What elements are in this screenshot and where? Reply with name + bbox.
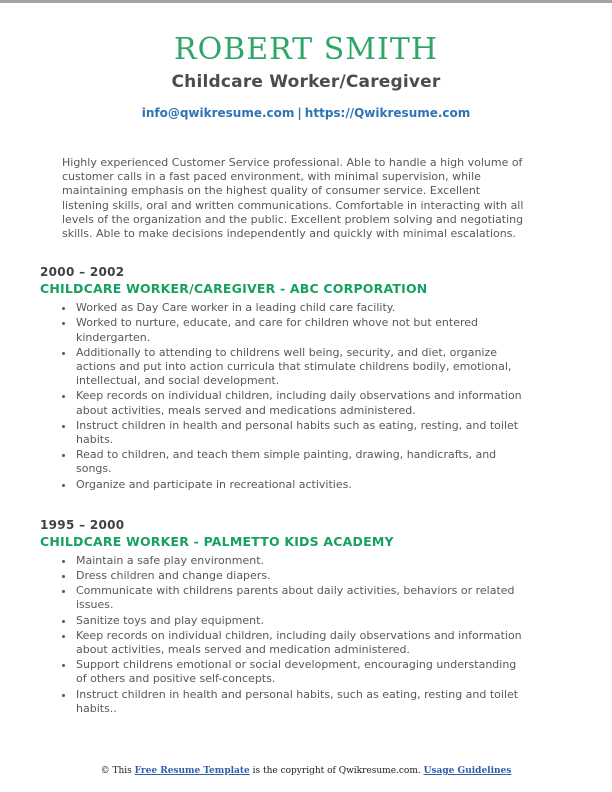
website-link[interactable]: https://Qwikresume.com bbox=[304, 106, 471, 120]
contact-separator: | bbox=[297, 106, 302, 120]
bullet-item: • Keep records on individual children, including daily observations and information about activities, meals served and medications administered. bbox=[74, 389, 522, 417]
experience-2-dates: 1995 – 2000 bbox=[40, 517, 125, 532]
email-link[interactable]: info@qwikresume.com bbox=[141, 106, 295, 120]
bullet-item: • Support childrens emotional or social development, encouraging understanding of others and positive self-concepts. bbox=[74, 658, 522, 686]
experience-2-bullet-list bbox=[40, 554, 522, 716]
bullet-item: • Sanitize toys and play equipment. bbox=[74, 614, 522, 628]
footer-text-middle: is the copyright of Qwikresume.com. bbox=[249, 766, 424, 776]
resume-header bbox=[0, 32, 612, 120]
bullet-item: • Additionally to attending to childrens well being, security, and diet, organize actions and put into action curricula that stimulate childrens bodily, emotional, intellectual, and social development. bbox=[74, 346, 522, 389]
experience-1-heading: CHILDCARE WORKER/CAREGIVER - ABC CORPORATION bbox=[40, 281, 428, 297]
experience-1-bullet-list bbox=[40, 301, 522, 492]
footer-text-prefix: © This bbox=[100, 766, 135, 776]
contact-line bbox=[0, 106, 612, 120]
experience-1-dates: 2000 – 2002 bbox=[40, 265, 125, 280]
bullet-item: • Instruct children in health and personal habits such as eating, resting, and toilet habits. bbox=[74, 419, 522, 447]
usage-guidelines-link[interactable]: Usage Guidelines bbox=[423, 766, 512, 776]
candidate-job-title: Childcare Worker/Caregiver bbox=[171, 72, 441, 92]
bullet-item: • Read to children, and teach them simple painting, drawing, handicrafts, and songs. bbox=[74, 448, 522, 476]
candidate-name: ROBERT SMITH bbox=[173, 32, 439, 67]
bullet-item: • Worked as Day Care worker in a leading child care facility. bbox=[74, 301, 522, 315]
bullet-item: • Instruct children in health and personal habits, such as eating, resting and toilet habits.. bbox=[74, 688, 522, 716]
bullet-item: • Organize and participate in recreational activities. bbox=[74, 478, 522, 492]
experience-section-1 bbox=[40, 265, 612, 492]
bullet-item: • Keep records on individual children, including daily observations and information about activities, meals served and medication administered. bbox=[74, 629, 522, 657]
bullet-item: • Worked to nurture, educate, and care for children whove not but entered kindergarten. bbox=[74, 316, 522, 344]
summary-paragraph: Highly experienced Customer Service professional. Able to handle a high volume of customer calls in a fast paced environment, with minimal supervision, while maintaining emphasis on the highest quality of consumer service. Excellent listening skills, oral and written communications. Comfortable in interacting with all levels of the organization and the public. Excellent problem solving and negotiating skills. Able to make decisions independently and quickly with minimal escalations. bbox=[62, 156, 524, 241]
free-resume-template-link[interactable]: Free Resume Template bbox=[134, 766, 250, 776]
bullet-item: • Maintain a safe play environment. bbox=[74, 554, 522, 568]
experience-2-heading: CHILDCARE WORKER - PALMETTO KIDS ACADEMY bbox=[40, 533, 394, 549]
bullet-item: • Dress children and change diapers. bbox=[74, 569, 522, 583]
experience-section-2 bbox=[40, 518, 612, 716]
copyright-footer bbox=[0, 766, 612, 776]
bullet-item: • Communicate with childrens parents about daily activities, behaviors or related issues. bbox=[74, 584, 522, 612]
page-top-divider bbox=[0, 0, 612, 3]
